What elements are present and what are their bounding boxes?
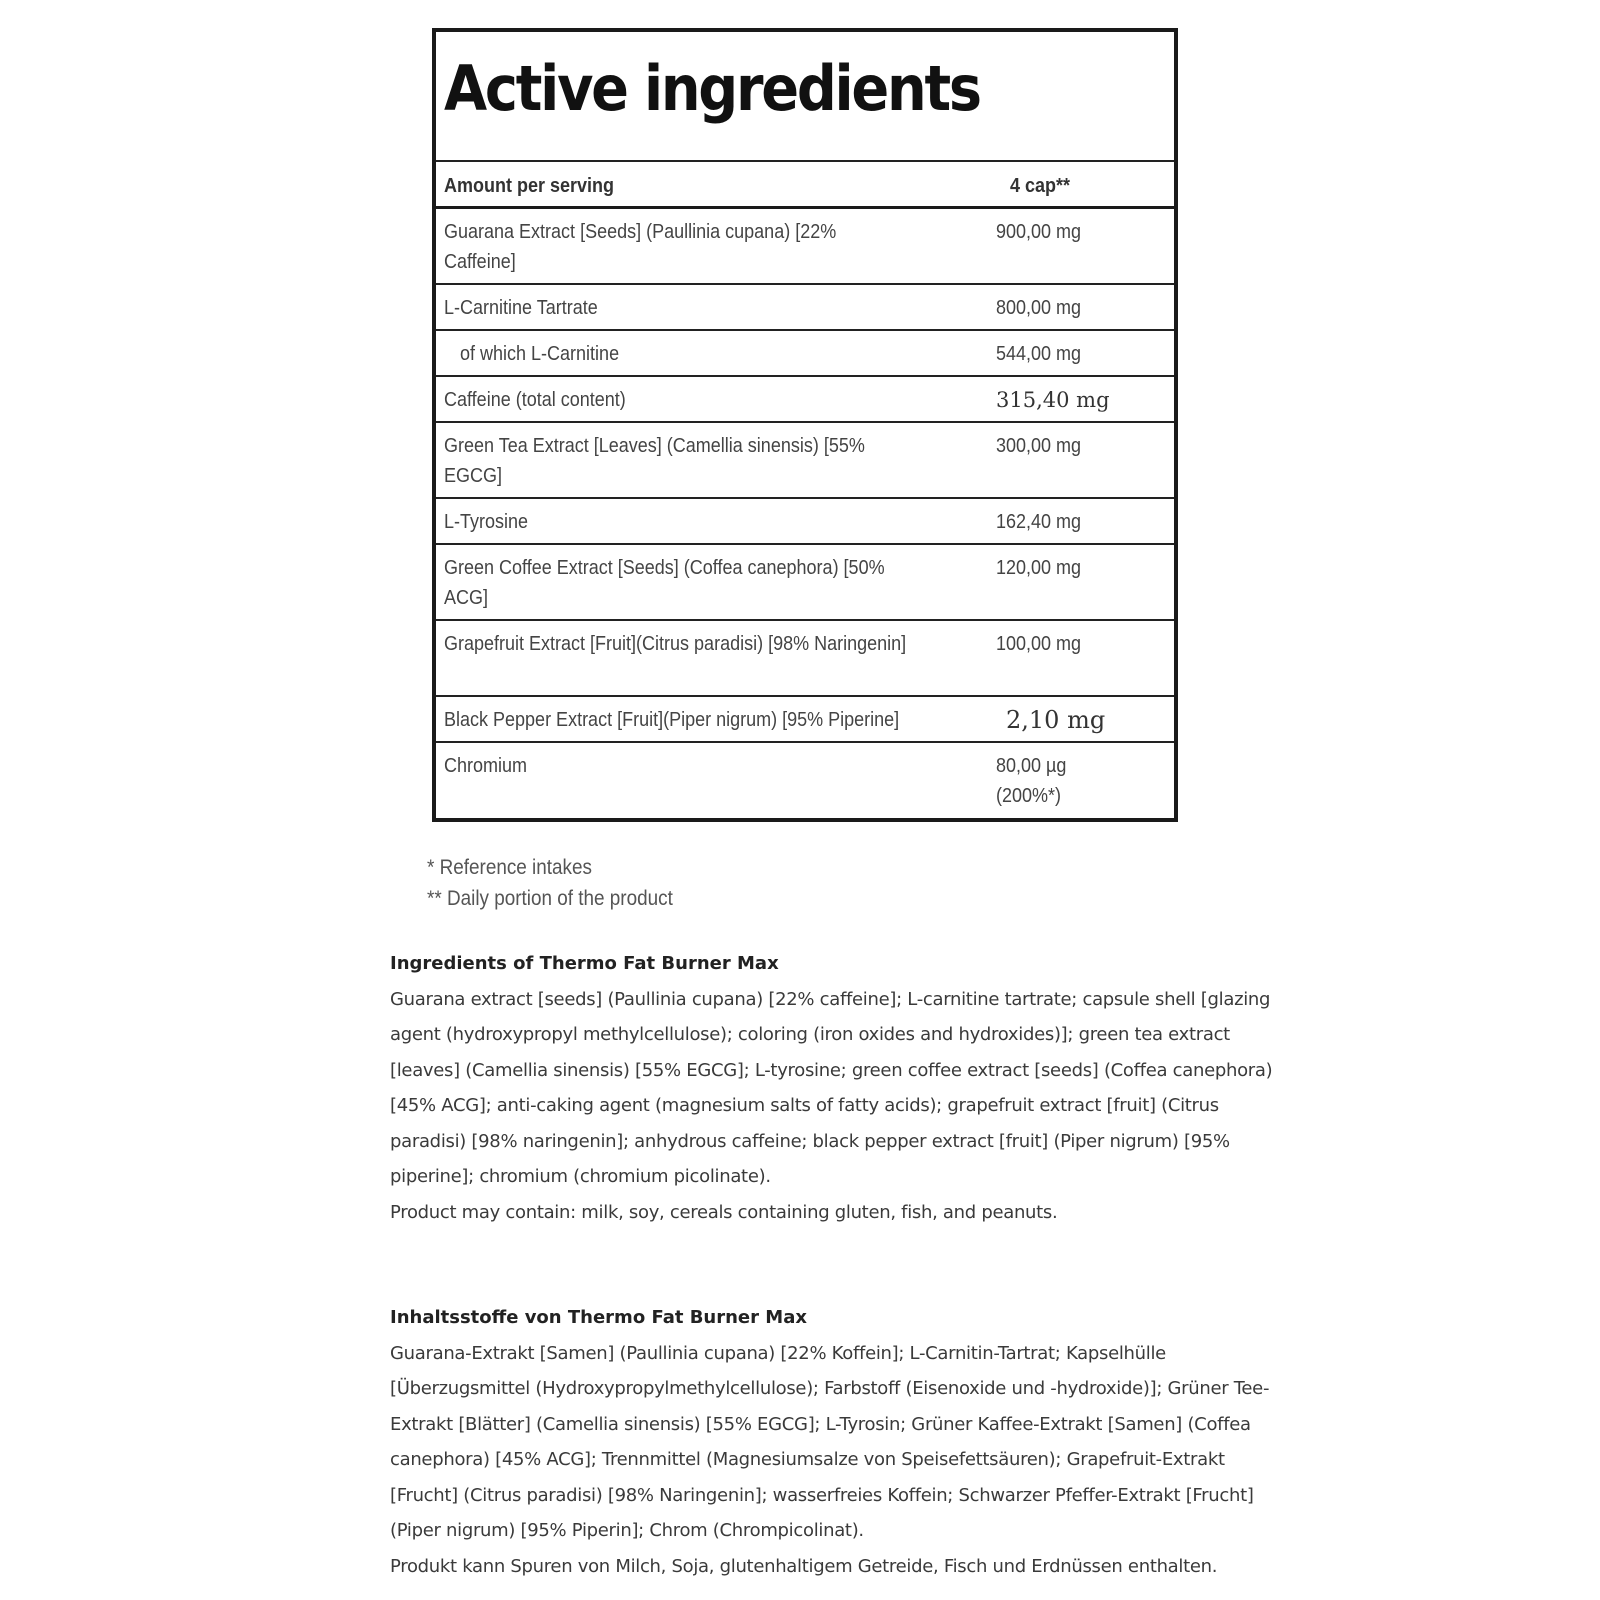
ingredient-name: Black Pepper Extract [Fruit](Piper nigrum) [95% Piperine]	[444, 709, 900, 731]
ingredient-amount: 315,40 mg	[996, 388, 1110, 412]
ingredients-table	[436, 160, 1174, 818]
table-row	[436, 377, 1174, 423]
english-ingredients-heading: Ingredients of Thermo Fat Burner Max	[390, 953, 779, 974]
english-allergens: Product may contain: milk, soy, cereals containing gluten, fish, and peanuts.	[390, 1201, 1058, 1223]
ingredient-name: Green Coffee Extract [Seeds] (Coffea canephora) [50% ACG]	[444, 557, 885, 609]
ingredient-amount: 300,00 mg	[996, 435, 1082, 457]
footnote-reference-intakes: * Reference intakes	[427, 856, 592, 879]
table-row	[436, 209, 1174, 285]
ingredient-amount: 544,00 mg	[996, 343, 1082, 365]
header-label: Amount per serving	[444, 175, 615, 197]
german-ingredients-heading: Inhaltsstoffe von Thermo Fat Burner Max	[390, 1307, 807, 1328]
english-ingredients-body: Guarana extract [seeds] (Paullinia cupana) [22% caffeine]; L-carnitine tartrate; capsule shell [glazing agent (hydroxypropyl methylcellulose); coloring (iron oxides and hydroxides)]; green tea extract [leaves] (Camellia sinensis) [55% EGCG]; L-tyrosine; green coffee extract [seeds] (Coffea canephora) [45% ACG]; anti-caking agent (magnesium salts of fatty acids); grapefruit extract [fruit] (Citrus paradisi) [98% naringenin]; anhydrous caffeine; black pepper extract [fruit] (Piper nigrum) [95% piperine]; chromium (chromium picolinate).	[390, 988, 1273, 1187]
german-allergens: Produkt kann Spuren von Milch, Soja, glutenhaltigem Getreide, Fisch und Erdnüssen enthalten.	[390, 1555, 1218, 1577]
ingredient-name: Chromium	[444, 755, 528, 777]
ingredient-amount: 800,00 mg	[996, 297, 1082, 319]
table-row	[436, 331, 1174, 377]
ingredient-amount: 162,40 mg	[996, 511, 1082, 533]
table-row	[436, 423, 1174, 499]
ingredient-amount: 80,00 µg (200%*)	[996, 755, 1067, 807]
table-row	[436, 621, 1174, 697]
ingredient-name: Guarana Extract [Seeds] (Paullinia cupana) [22% Caffeine]	[444, 221, 837, 273]
table-header-row	[436, 162, 1174, 209]
table-row	[436, 743, 1174, 819]
german-ingredients-section	[390, 1300, 1290, 1584]
footnote-daily-portion: ** Daily portion of the product	[427, 887, 673, 910]
table-row	[436, 285, 1174, 331]
ingredient-amount: 100,00 mg	[996, 633, 1082, 655]
ingredient-name: Grapefruit Extract [Fruit](Citrus paradisi) [98% Naringenin]	[444, 633, 907, 655]
table-row	[436, 499, 1174, 545]
table-row	[436, 545, 1174, 621]
ingredient-name: of which L-Carnitine	[460, 343, 620, 365]
active-ingredients-panel	[432, 28, 1178, 822]
ingredient-amount: 2,10 mg	[1006, 706, 1106, 734]
ingredient-amount: 120,00 mg	[996, 557, 1082, 579]
english-ingredients-section	[390, 946, 1290, 1230]
ingredient-name: L-Carnitine Tartrate	[444, 297, 598, 319]
footnotes	[427, 852, 673, 914]
panel-title: Active ingredients	[444, 52, 980, 125]
ingredient-name: Caffeine (total content)	[444, 389, 626, 411]
header-amount: 4 cap**	[1010, 175, 1071, 197]
ingredient-name: Green Tea Extract [Leaves] (Camellia sinensis) [55% EGCG]	[444, 435, 865, 487]
german-ingredients-body: Guarana-Extrakt [Samen] (Paullinia cupana) [22% Koffein]; L-Carnitin-Tartrat; Kapselhülle [Überzugsmittel (Hydroxypropylmethylcellulose); Farbstoff (Eisenoxide und -hydroxide)]; Grüner Tee-Extrakt [Blätter] (Camellia sinensis) [55% EGCG]; L-Tyrosin; Grüner Kaffee-Extrakt [Samen] (Coffea canephora) [45% ACG]; Trennmittel (Magnesiumsalze von Speisefettsäuren); Grapefruit-Extrakt [Frucht] (Citrus paradisi) [98% Naringenin]; wasserfreies Koffein; Schwarzer Pfeffer-Extrakt [Frucht] (Piper nigrum) [95% Piperin]; Chrom (Chrompicolinat).	[390, 1342, 1270, 1541]
ingredient-name: L-Tyrosine	[444, 511, 529, 533]
ingredient-amount: 900,00 mg	[996, 221, 1082, 243]
table-row	[436, 697, 1174, 743]
